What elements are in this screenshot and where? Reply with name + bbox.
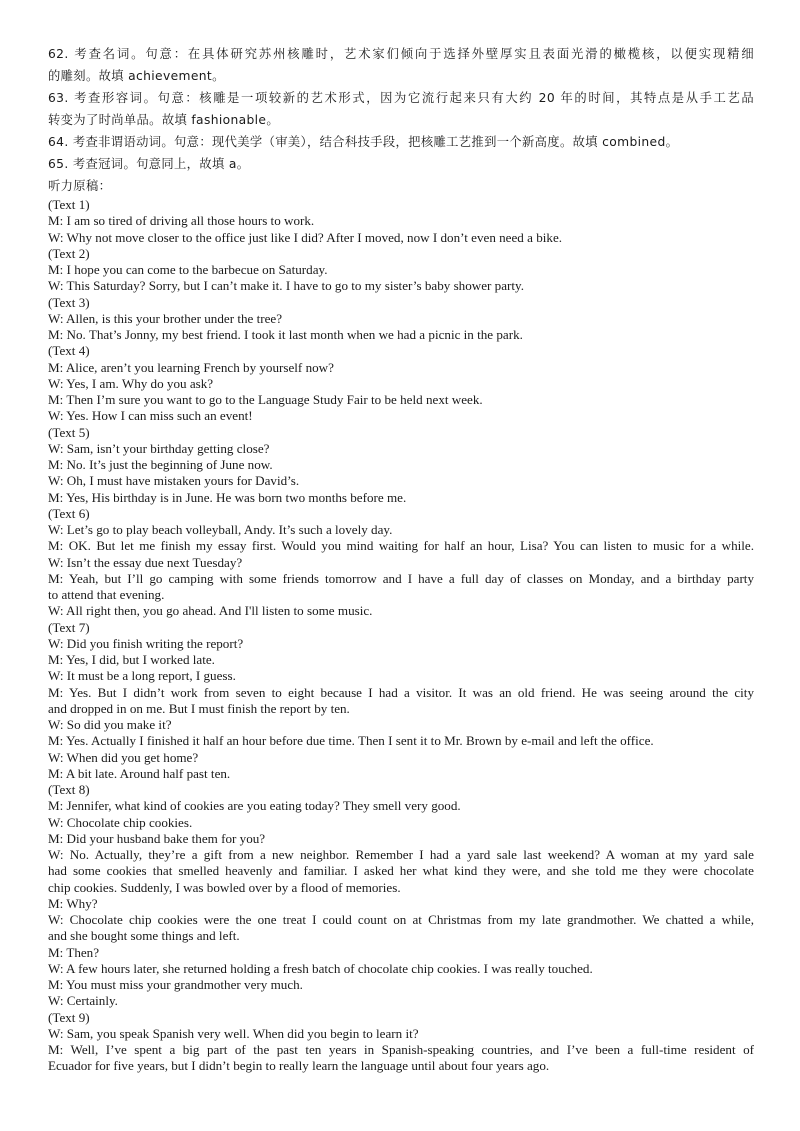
text-label: (Text 9) [48, 1009, 90, 1025]
answer-note-65: 65. 考查冠词。句意同上，故填 a。 [48, 157, 250, 171]
dialogue-line: W: Why not move closer to the office just like I did? After I moved, now I don’t even need a bike. [48, 229, 563, 245]
dialogue-line: W: All right then, you go ahead. And I'll listen to some music. [48, 603, 373, 619]
text-label: (Text 5) [48, 424, 90, 440]
document-page [48, 43, 754, 1075]
text-label: (Text 1) [48, 197, 90, 212]
dialogue-line: W: So did you make it? [48, 717, 172, 732]
dialogue-line: M: Yes. Actually I finished it half an hour before due time. Then I sent it to Mr. Brown by e-mail and left the office. [48, 733, 654, 749]
dialogue-line: M: Yes. But I didn’t work from seven to eight because I had a visitor. It was an old friend. He was seeing around the city [48, 684, 754, 700]
dialogue-line: W: Yes. How I can miss such an event! [48, 408, 253, 424]
answer-note-62-cont: 的雕刻。故填 achievement。 [48, 69, 225, 83]
dialogue-line: M: Yes, I did, but I worked late. [48, 652, 215, 667]
dialogue-line: M: Yes, His birthday is in June. He was born two months before me. [48, 489, 407, 505]
transcript-heading: 听力原稿： [48, 179, 112, 193]
dialogue-line: W: Chocolate chip cookies were the one treat I could count on at Christmas from my late grandmother. We chatted a while, [48, 912, 754, 927]
text-label: (Text 6) [48, 505, 90, 521]
dialogue-line: M: Then? [48, 944, 100, 960]
dialogue-line: M: Jennifer, what kind of cookies are you eating today? They smell very good. [48, 798, 461, 814]
dialogue-line: M: No. That’s Jonny, my best friend. I took it last month when we had a picnic in the park. [48, 327, 523, 342]
answer-explanations [48, 43, 754, 197]
dialogue-line: M: I am so tired of driving all those hours to work. [48, 213, 315, 229]
dialogue-line-cont: chip cookies. Suddenly, I was bowled over by a flood of memories. [48, 879, 401, 895]
dialogue-line: M: Why? [48, 895, 98, 911]
dialogue-line: W: Sam, isn’t your birthday getting close? [48, 440, 270, 456]
dialogue-line: W: Certainly. [48, 993, 118, 1009]
dialogue-line: M: I hope you can come to the barbecue on Saturday. [48, 262, 328, 277]
dialogue-line: M: Then I’m sure you want to go to the Language Study Fair to be held next week. [48, 392, 483, 407]
dialogue-line: M: OK. But let me finish my essay first. Would you mind waiting for half an hour, Lisa? You can listen to music for a while. [48, 538, 754, 554]
dialogue-line-cont: to attend that evening. [48, 587, 165, 602]
dialogue-line: W: Yes, I am. Why do you ask? [48, 375, 214, 391]
dialogue-line: W: Did you finish writing the report? [48, 635, 244, 651]
dialogue-line-cont: and dropped in on me. But I must finish the report by ten. [48, 700, 350, 716]
answer-note-64: 64. 考查非谓语动词。句意：现代美学（审美），结合科技手段，把核雕工艺推到一个新高度。故填 combined。 [48, 135, 679, 149]
dialogue-line-cont: and she bought some things and left. [48, 928, 240, 944]
dialogue-line: W: No. Actually, they’re a gift from a new neighbor. Remember I had a yard sale last weekend? A woman at my yard sale [48, 847, 754, 862]
dialogue-line: M: Did your husband bake them for you? [48, 830, 266, 846]
dialogue-line: W: A few hours later, she returned holding a fresh batch of chocolate chip cookies. I was really touched. [48, 960, 593, 976]
dialogue-line: W: When did you get home? [48, 749, 199, 765]
text-label: (Text 8) [48, 782, 90, 797]
dialogue-line: W: Sam, you speak Spanish very well. When did you begin to learn it? [48, 1025, 419, 1041]
answer-note-63-cont: 转变为了时尚单品。故填 fashionable。 [48, 113, 279, 127]
dialogue-line: M: Alice, aren’t you learning French by yourself now? [48, 359, 334, 375]
dialogue-line: W: Isn’t the essay due next Tuesday? [48, 554, 243, 570]
dialogue-line: W: This Saturday? Sorry, but I can’t make it. I have to go to my sister’s baby shower party. [48, 278, 525, 294]
dialogue-line-cont: had some cookies that smelled heavenly and familiar. I asked her what kind they were, and she told me they were chocolate [48, 863, 754, 879]
dialogue-line: M: No. It’s just the beginning of June now. [48, 457, 273, 472]
answer-note-63: 63. 考查形容词。句意：核雕是一项较新的艺术形式，因为它流行起来只有大约 20 年的时间，其特点是从手工艺品 [48, 91, 754, 105]
answer-note-62: 62. 考查名词。句意：在具体研究苏州核雕时，艺术家们倾向于选择外壁厚实且表面光滑的橄榄核，以便实现精细 [48, 47, 754, 61]
dialogue-line-cont: Ecuador for five years, but I didn’t begin to really learn the language until about four years ago. [48, 1058, 550, 1074]
dialogue-line: W: Allen, is this your brother under the tree? [48, 310, 283, 326]
dialogue-line: W: It must be a long report, I guess. [48, 668, 236, 684]
listening-transcript [48, 197, 754, 1075]
dialogue-line: M: You must miss your grandmother very much. [48, 977, 303, 992]
text-label: (Text 3) [48, 294, 90, 310]
dialogue-line: W: Chocolate chip cookies. [48, 814, 193, 830]
dialogue-line: M: Well, I’ve spent a big part of the past ten years in Spanish-speaking countries, and I’ve been a full-time resident of [48, 1042, 754, 1057]
dialogue-line: W: Oh, I must have mistaken yours for David’s. [48, 473, 300, 489]
dialogue-line: M: Yeah, but I’ll go camping with some friends tomorrow and I have a full day of classes on Monday, and a birthday party [48, 570, 754, 586]
text-label: (Text 7) [48, 619, 90, 635]
dialogue-line: W: Let’s go to play beach volleyball, Andy. It’s such a lovely day. [48, 522, 393, 537]
dialogue-line: M: A bit late. Around half past ten. [48, 765, 231, 781]
text-label: (Text 2) [48, 245, 90, 261]
text-label: (Text 4) [48, 343, 90, 359]
